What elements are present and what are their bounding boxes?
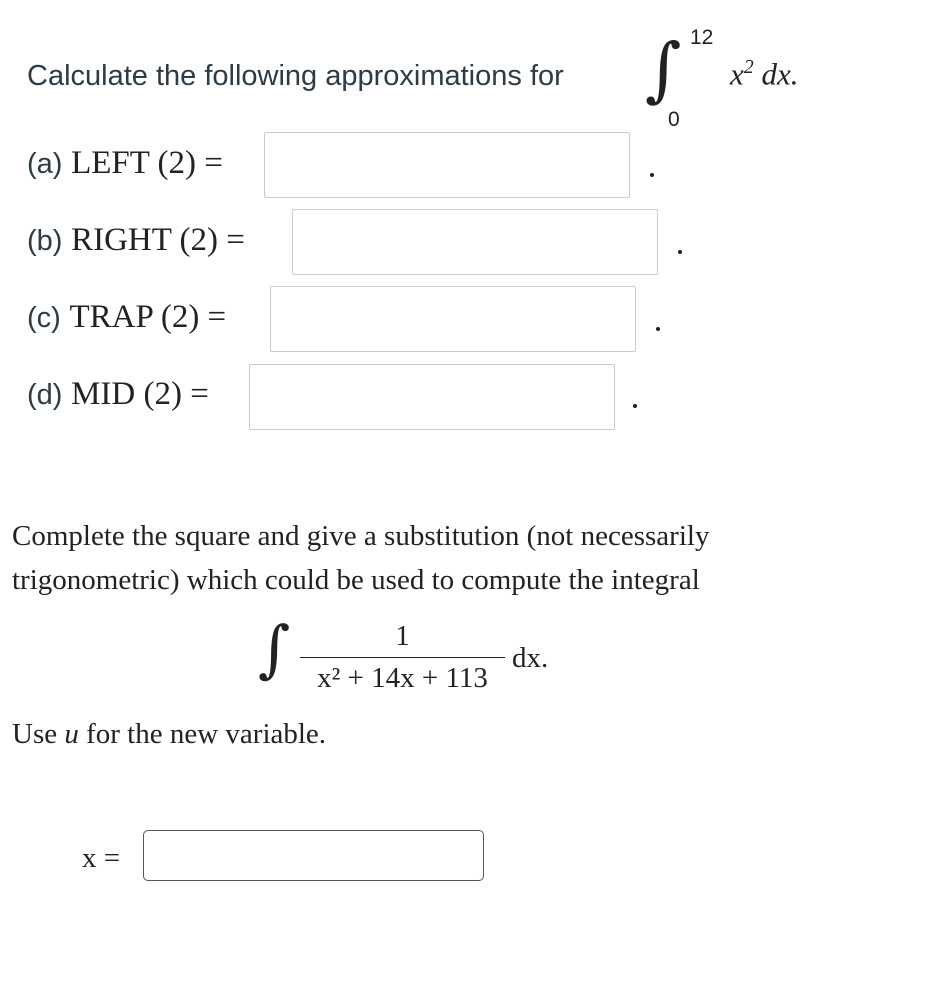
period-dot xyxy=(678,250,682,254)
integral-lower-limit: 0 xyxy=(668,108,680,131)
right-sum-label: RIGHT (2) = xyxy=(71,222,245,258)
left-answer-input[interactable] xyxy=(264,132,630,198)
part-d-label: (d) xyxy=(27,379,63,411)
right-answer-input[interactable] xyxy=(292,209,658,275)
period-dot xyxy=(633,404,637,408)
integrand-exponent: 2 xyxy=(743,56,754,78)
period-dot xyxy=(656,327,660,331)
fraction-denominator: x² + 14x + 113 xyxy=(317,662,488,694)
mid-answer-input[interactable] xyxy=(249,364,615,430)
instruction-prefix: Use xyxy=(12,718,58,750)
integral-differential: dx. xyxy=(761,56,799,92)
integrand-base: x xyxy=(730,56,744,92)
instruction-suffix: for the new variable. xyxy=(86,718,327,750)
substitution-label: x = xyxy=(82,842,121,874)
new-variable: u xyxy=(64,718,79,750)
substitution-instruction xyxy=(12,712,326,756)
integral-sign: ∫ xyxy=(645,28,682,110)
integrand xyxy=(730,56,799,92)
mid-sum-label: MID (2) = xyxy=(71,376,209,412)
row-mid-label xyxy=(27,374,209,415)
question-1-intro: Calculate the following approximations for xyxy=(27,60,564,92)
integral-upper-limit: 12 xyxy=(690,26,714,49)
integral-sign-2: ∫ xyxy=(258,612,291,685)
part-b-label: (b) xyxy=(27,225,63,257)
integral-2-differential: dx. xyxy=(512,642,549,674)
period-dot xyxy=(650,173,654,177)
part-c-label: (c) xyxy=(27,302,61,334)
question-2-line-2: trigonometric) which could be used to compute the integral xyxy=(12,564,700,596)
question-2-line-1: Complete the square and give a substitution (not necessarily xyxy=(12,520,710,552)
row-left-label xyxy=(27,143,223,184)
trap-sum-label: TRAP (2) = xyxy=(69,299,227,335)
row-right-label xyxy=(27,220,245,261)
trap-answer-input[interactable] xyxy=(270,286,636,352)
row-trap-label xyxy=(27,297,226,338)
fraction-bar xyxy=(300,657,505,658)
fraction-numerator: 1 xyxy=(395,620,410,652)
part-a-label: (a) xyxy=(27,148,63,180)
substitution-answer-input[interactable] xyxy=(143,830,484,881)
left-sum-label: LEFT (2) = xyxy=(71,145,223,181)
